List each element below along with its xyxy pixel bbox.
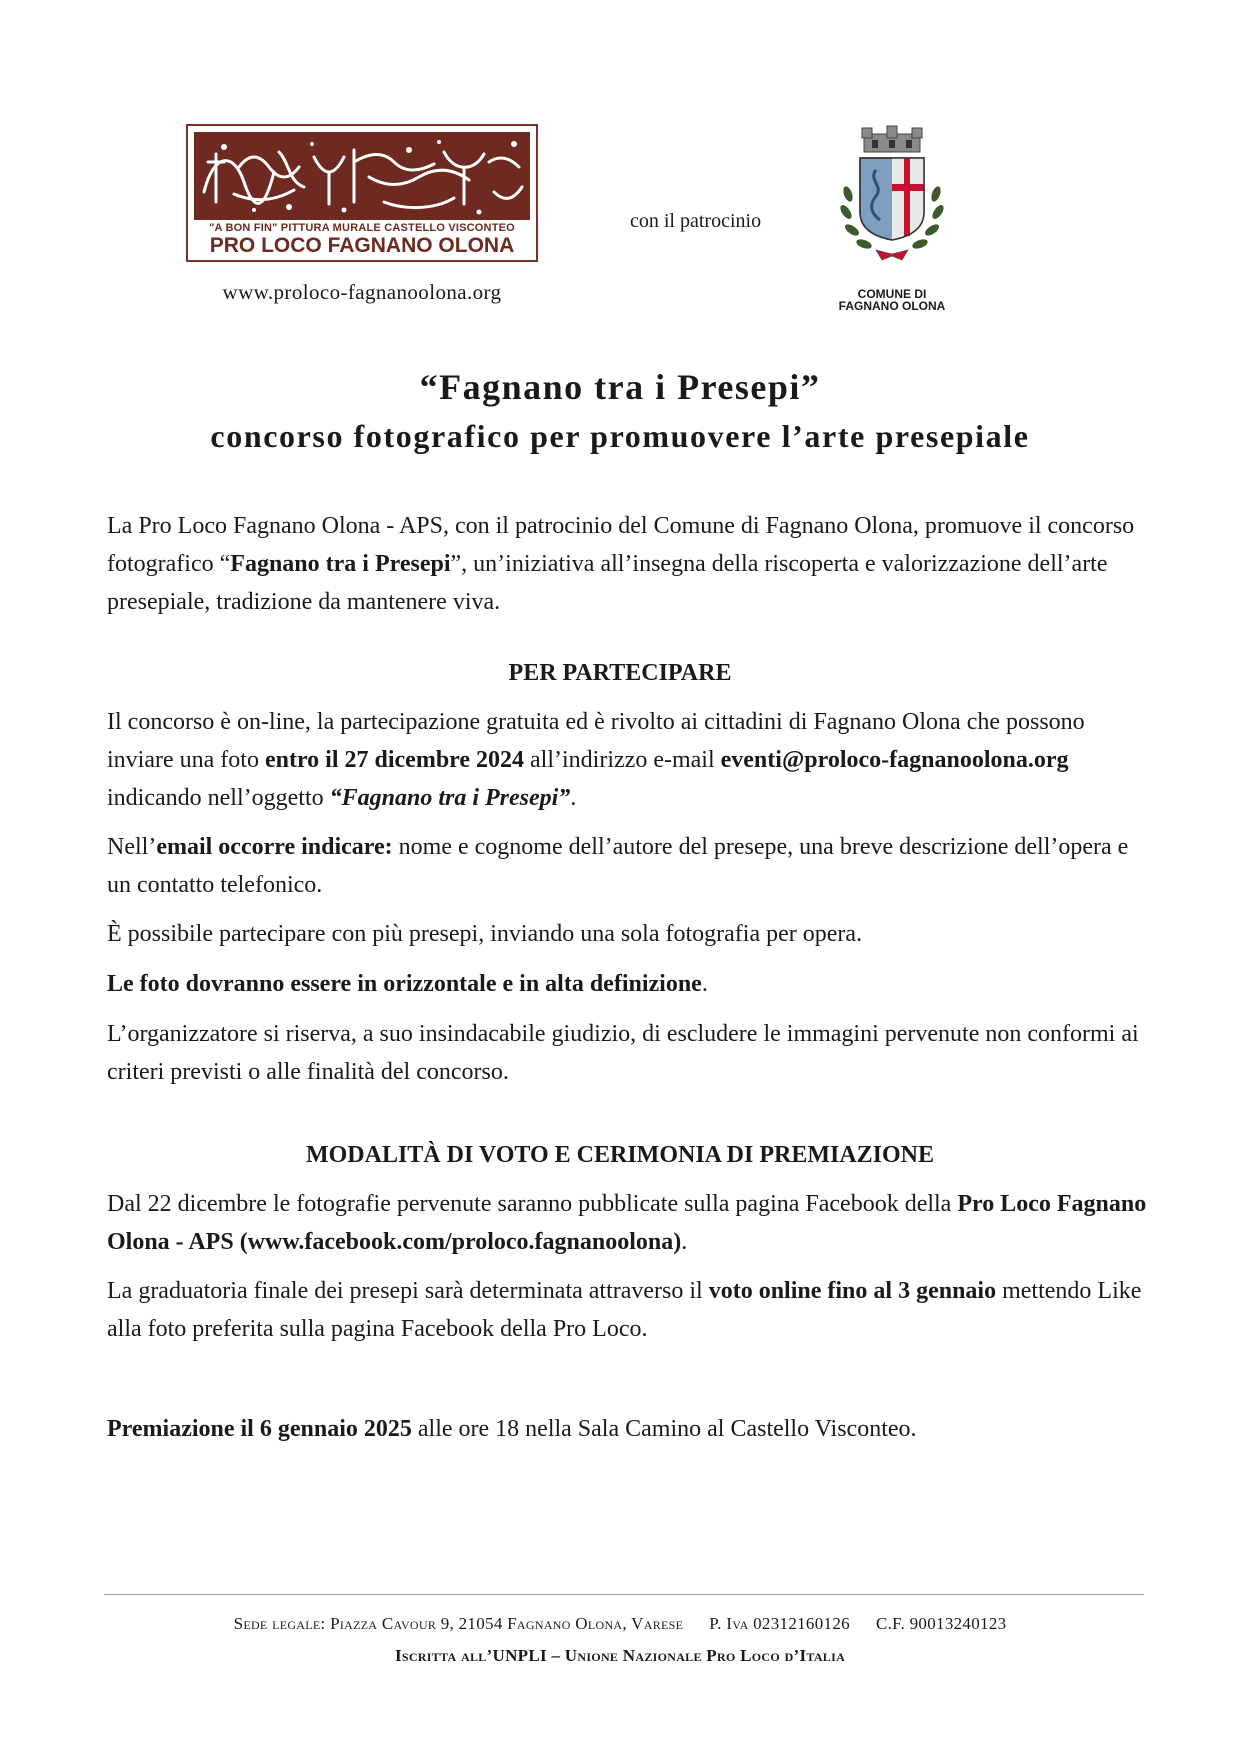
partecipare-p1-text-1: Il concorso è on-line, la partecipazione gratuita ed è rivolto ai cittadini di Fagnano Olona che possono inviare una foto xyxy=(107,709,1085,773)
partecipare-p2-text-1: Nell’ xyxy=(107,834,157,860)
partecipare-p2-text-2: nome e cognome dell’autore del presepe, una breve descrizione dell’opera e un contatto telefonico. xyxy=(107,834,1129,898)
voto-p2-text-1: La graduatoria finale dei presepi sarà determinata attraverso il xyxy=(107,1278,709,1304)
section-heading-partecipare: PER PARTECIPARE xyxy=(508,660,732,686)
partecipare-paragraph-3 xyxy=(107,915,1147,953)
comune-crest-icon xyxy=(832,124,952,284)
partecipare-p4-text: . xyxy=(701,971,708,997)
premiazione-paragraph xyxy=(107,1410,1147,1448)
logo-caption: "A BON FIN" PITTURA MURALE CASTELLO VISCONTEO xyxy=(209,222,515,234)
email-address[interactable]: eventi@proloco-fagnanoolona.org xyxy=(720,747,1069,773)
partecipare-p2-bold: email occorre indicare: xyxy=(156,834,393,860)
voto-p2-text-2: mettendo Like alla foto preferita sulla pagina Facebook della Pro Loco. xyxy=(107,1278,1142,1342)
intro-text-1: La Pro Loco Fagnano Olona - APS, con il patrocinio del Comune di Fagnano Olona, promuove il concorso fotografico “ xyxy=(107,513,1135,577)
comune-label-line1: COMUNE DI xyxy=(857,287,927,301)
partecipare-p4-bold: Le foto dovranno essere in orizzontale e in alta definizione xyxy=(107,971,702,997)
website-link[interactable]: www.proloco-fagnanoolona.org xyxy=(222,280,502,304)
comune-label-line2: FAGNANO OLONA xyxy=(838,299,946,313)
partecipare-p1-text-2: all’indirizzo e-mail xyxy=(524,747,721,773)
partecipare-paragraph-1 xyxy=(107,703,1147,817)
partecipare-p1-text-3: indicando nell’oggetto xyxy=(107,785,330,811)
comune-label xyxy=(820,288,964,312)
voto-paragraph-1 xyxy=(107,1185,1147,1261)
facebook-page-link[interactable]: Pro Loco Fagnano Olona - APS (www.facebook.com/proloco.fagnanoolona) xyxy=(107,1191,1147,1255)
voto-paragraph-2 xyxy=(107,1272,1147,1348)
voto-p1-text-1: Dal 22 dicembre le fotografie pervenute saranno pubblicate sulla pagina Facebook della xyxy=(107,1191,958,1217)
logo-name: PRO LOCO FAGNANO OLONA xyxy=(209,234,515,257)
premiazione-date: Premiazione il 6 gennaio 2025 xyxy=(107,1416,412,1442)
footer-cf: C.F. 90013240123 xyxy=(875,1614,1007,1633)
page-subtitle: concorso fotografico per promuovere l’arte presepiale xyxy=(210,418,1030,454)
voto-p2-bold: voto online fino al 3 gennaio xyxy=(708,1278,997,1304)
pro-loco-logo xyxy=(186,124,538,262)
intro-bold-title: Fagnano tra i Presepi xyxy=(230,551,451,577)
footer-sede: Sede legale: Piazza Cavour 9, 21054 Fagnano Olona, Varese xyxy=(233,1614,684,1633)
intro-paragraph xyxy=(107,507,1147,621)
partecipare-p1-text-4: . xyxy=(570,785,577,811)
footer-divider xyxy=(104,1594,1144,1595)
partecipare-paragraph-4 xyxy=(107,965,1147,1003)
voto-p1-text-2: . xyxy=(681,1229,688,1255)
section-heading-voto: MODALITÀ DI VOTO E CERIMONIA DI PREMIAZIONE xyxy=(305,1142,935,1168)
premiazione-text: alle ore 18 nella Sala Camino al Castello Visconteo. xyxy=(411,1416,917,1442)
deadline-date: entro il 27 dicembre 2024 xyxy=(264,747,525,773)
partecipare-paragraph-2 xyxy=(107,828,1147,904)
footer-unpli: Iscritta all’UNPLI – Unione Nazionale Pro Loco d’Italia xyxy=(394,1646,846,1665)
footer-piva: P. Iva 02312160126 xyxy=(709,1614,850,1633)
page-title: “Fagnano tra i Presepi” xyxy=(419,367,821,407)
partecipare-paragraph-5 xyxy=(107,1015,1147,1091)
partecipare-p5-text: L’organizzatore si riserva, a suo insindacabile giudizio, di escludere le immagini pervenute non conformi ai criteri previsti o alle finalità del concorso. xyxy=(107,1021,1139,1085)
footer-legal-line xyxy=(0,1614,1240,1634)
logo-artwork xyxy=(194,132,530,220)
patrocinio-label: con il patrocinio xyxy=(630,210,762,232)
email-subject: “Fagnano tra i Presepi” xyxy=(329,785,571,811)
partecipare-p3-text: È possibile partecipare con più presepi, inviando una sola fotografia per opera. xyxy=(107,921,863,947)
intro-text-2: ”, un’iniziativa all’insegna della riscoperta e valorizzazione dell’arte presepiale, tradizione da mantenere viva. xyxy=(107,551,1108,615)
